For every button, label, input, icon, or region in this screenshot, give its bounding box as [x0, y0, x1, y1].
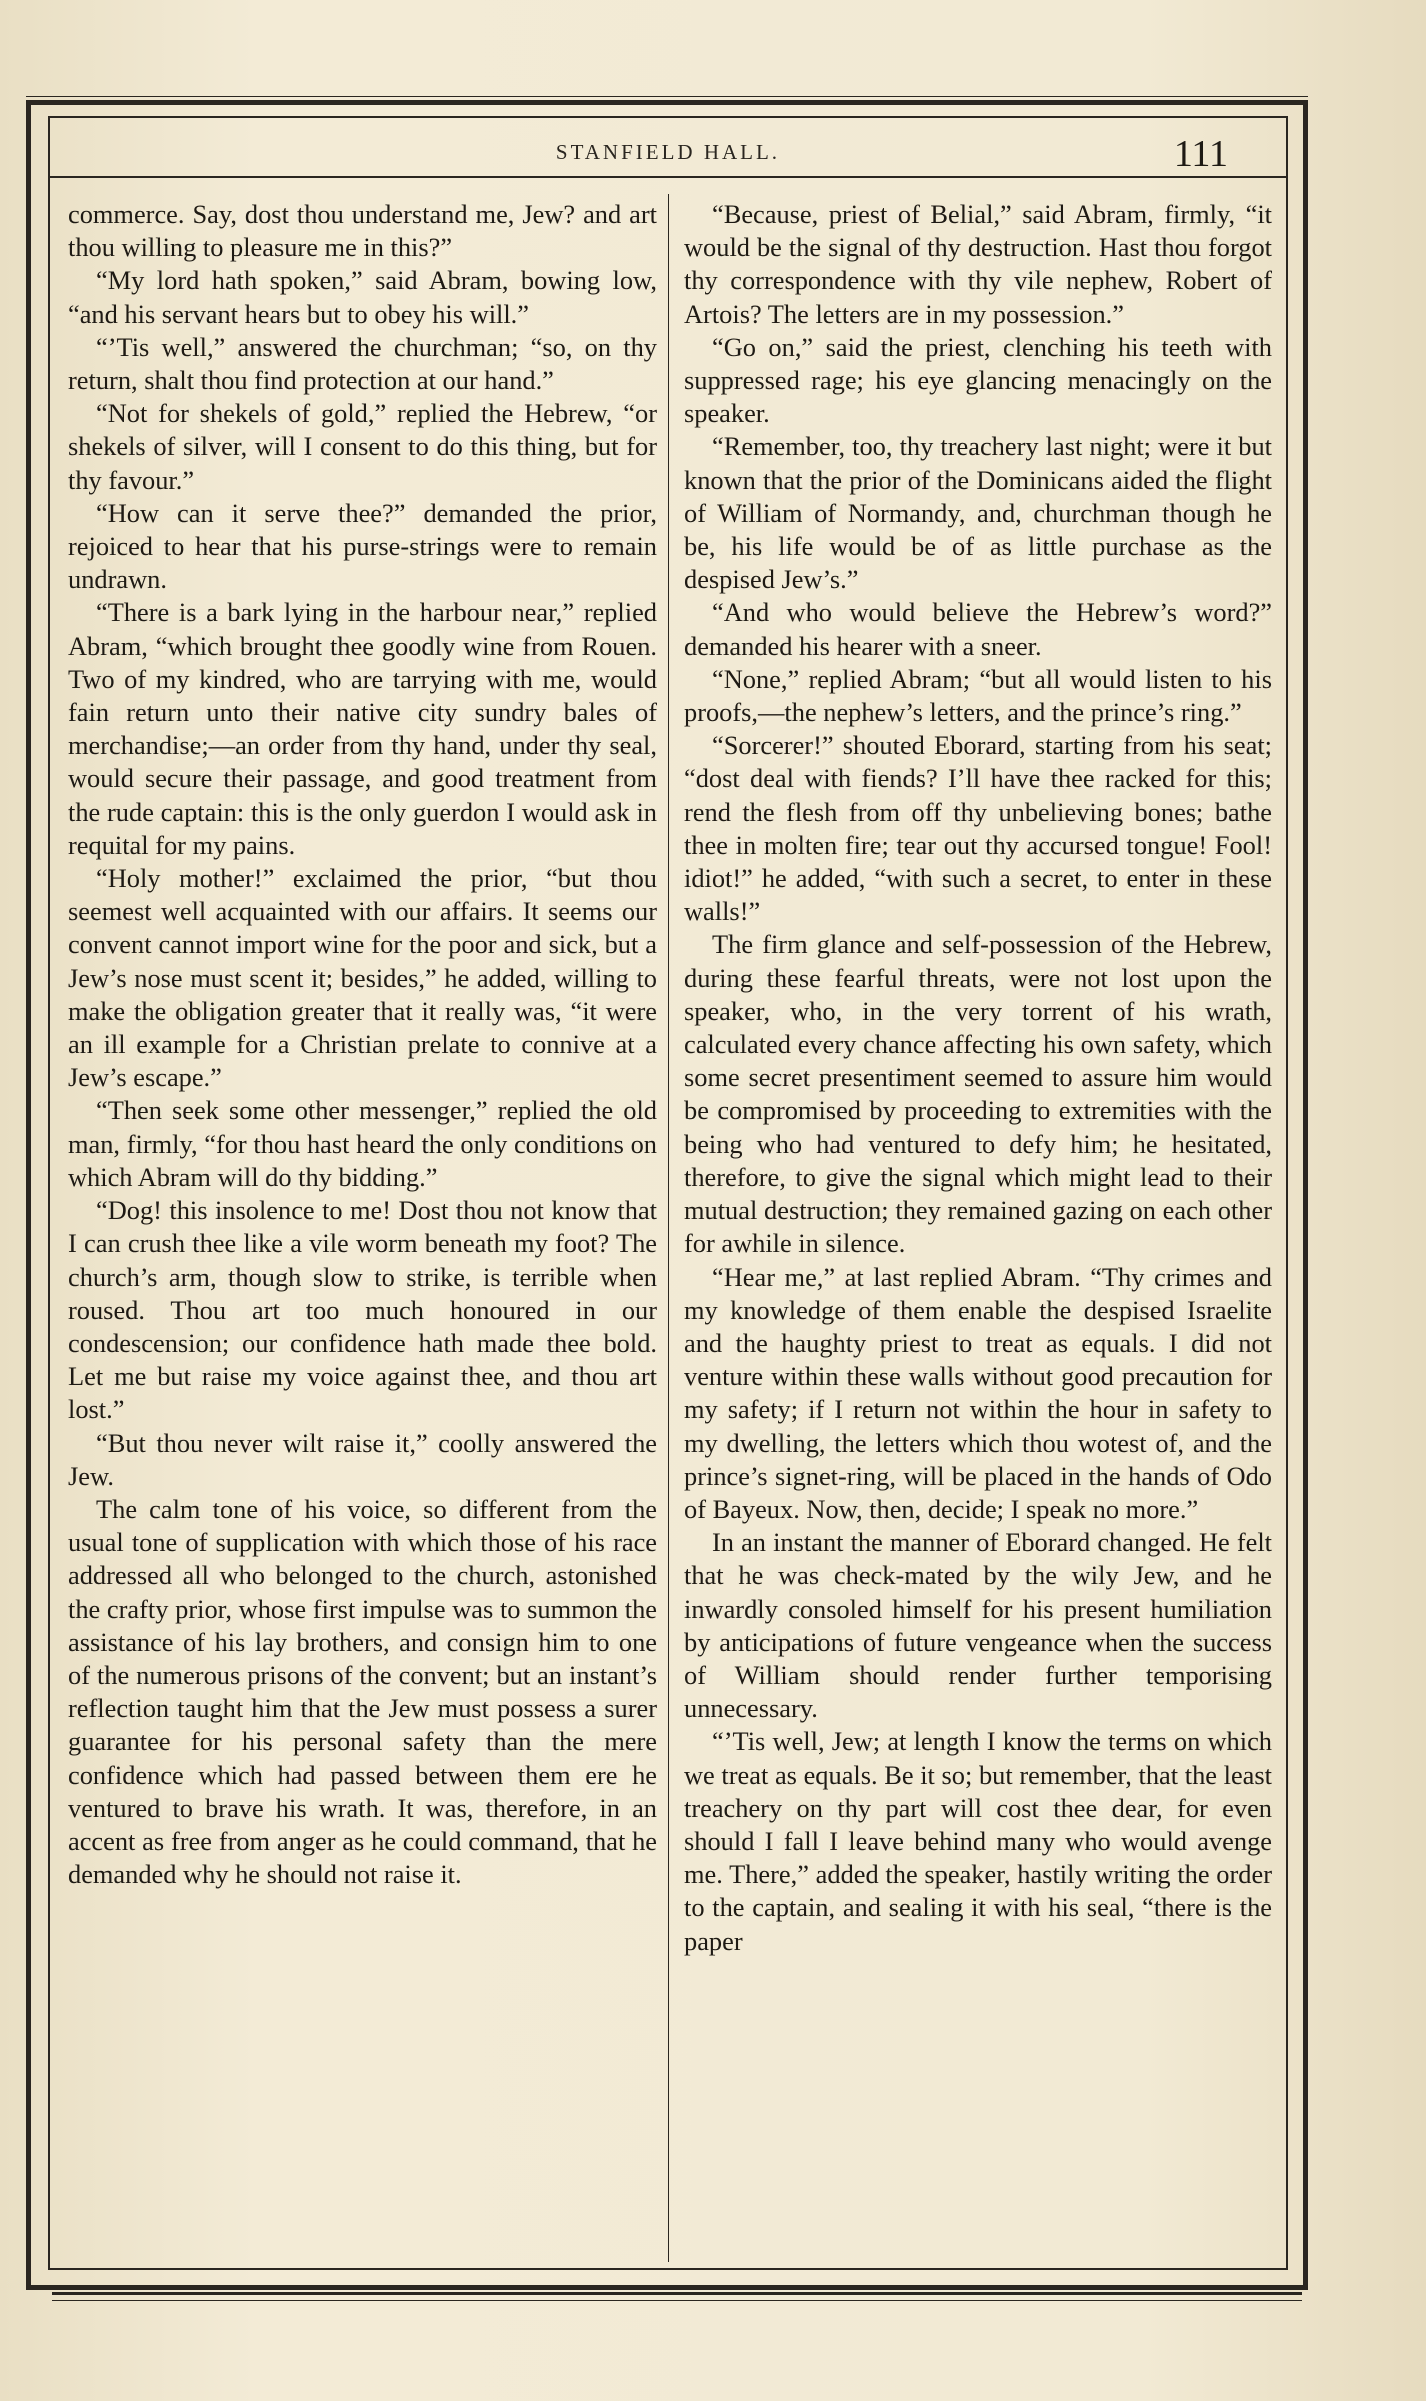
column-divider — [668, 194, 669, 2262]
paragraph: “Holy mother!” exclaimed the prior, “but thou seemest well acquainted with our affairs. It seems our convent cannot import wine for the poor and sick, but a Jew’s nose must scent it; besides,” he added, willing to make the obligation greater that it really was, “it were an ill example for a Christian prelate to connive at a Jew’s escape.” — [68, 863, 657, 1093]
running-title: STANFIELD HALL. — [555, 140, 781, 164]
paragraph: The firm glance and self-possession of the Hebrew, during these fearful threats, were not lost upon the speaker, who, in the very torrent of his wrath, calculated every chance affecting his own safety, which some secret presentiment seemed to assure him would be compromised by proceeding to extremities with the being who had ventured to defy him; he hesitated, therefore, to give the signal which might lead to their mutual destruction; they remained gazing on each other for awhile in silence. — [684, 929, 1272, 1259]
bottom-border-rule — [52, 2292, 1302, 2295]
paragraph: “My lord hath spoken,” said Abram, bowing low, “and his servant hears but to obey his will.” — [68, 265, 657, 329]
left-column — [68, 198, 657, 2266]
paragraph: “’Tis well,” answered the churchman; “so, on thy return, shalt thou find protection at our hand.” — [68, 331, 657, 396]
paragraph: “But thou never wilt raise it,” coolly answered the Jew. — [68, 1427, 657, 1491]
paragraph: “Hear me,” at last replied Abram. “Thy crimes and my knowledge of them enable the despised Israelite and the haughty priest to treat as equals. I did not venture within these walls without good precaution for my safety; if I return not within the hour in safety to my dwelling, the letters which thou wotest of, and the prince’s signet-ring, will be placed in the hands of Odo of Bayeux. Now, then, decide; I speak no more.” — [684, 1261, 1272, 1524]
paragraph: “How can it serve thee?” demanded the prior, rejoiced to hear that his purse-strings were to remain undrawn. — [68, 497, 657, 595]
right-column — [684, 198, 1272, 2266]
paragraph: “There is a bark lying in the harbour near,” replied Abram, “which brought thee goodly wine from Rouen. Two of my kindred, who are tarrying with me, would fain return unto their native city sundry bales of merchandise;—an order from thy hand, under thy seal, would secure their passage, and good treatment from the rude captain: this is the only guerdon I would ask in requital for my pains. — [68, 597, 657, 860]
top-border-rule — [26, 96, 1308, 97]
paragraph: “Dog! this insolence to me! Dost thou not know that I can crush thee like a vile worm beneath my foot? The church’s arm, though slow to strike, is terrible when roused. Thou art too much honoured in our condescension; our confidence hath made thee bold. Let me but raise my voice against thee, and thou art lost.” — [68, 1195, 657, 1425]
page-number: 111 — [1173, 133, 1228, 175]
running-head — [48, 133, 1288, 175]
paragraph: The calm tone of his voice, so different from the usual tone of supplication with which those of his race addressed all who belonged to the church, astonished the crafty prior, whose first impulse was to summon the assistance of his lay brothers, and consign him to one of the numerous prisons of the convent; but an instant’s reflection taught him that the Jew must possess a surer guarantee for his personal safety than the mere confidence which had passed between them ere he ventured to brave his wrath. It was, therefore, in an accent as free from anger as he could command, that he demanded why he should not raise it. — [68, 1493, 657, 1890]
header-rule — [48, 176, 1288, 178]
paragraph: “Then seek some other messenger,” replied the old man, firmly, “for thou hast heard the only conditions on which Abram will do thy bidding.” — [68, 1095, 657, 1192]
paragraph: “Remember, too, thy treachery last night; were it but known that the prior of the Dominicans aided the flight of William of Normandy, and, churchman though he be, his life would be of as little purchase as the despised Jew’s.” — [684, 431, 1272, 595]
bottom-border-rule-thin — [52, 2300, 1302, 2301]
paragraph: commerce. Say, dost thou understand me, Jew? and art thou willing to pleasure me in this?” — [68, 199, 657, 263]
paragraph: “And who would believe the Hebrew’s word?” demanded his hearer with a sneer. — [684, 597, 1272, 661]
paragraph: “Go on,” said the priest, clenching his teeth with suppressed rage; his eye glancing menacingly on the speaker. — [684, 331, 1272, 429]
paragraph: “Sorcerer!” shouted Eborard, starting from his seat; “dost deal with fiends? I’ll have thee racked for this; rend the flesh from off thy unbelieving bones; bathe thee in molten fire; tear out thy accursed tongue! Fool! idiot!” he added, “with such a secret, to enter in these walls!” — [684, 730, 1272, 927]
paragraph: In an instant the manner of Eborard changed. He felt that he was check-mated by the wily Jew, and he inwardly consoled himself for his present humiliation by anticipations of future vengeance when the success of William should render further temporising unnecessary. — [684, 1527, 1272, 1724]
paragraph: “Not for shekels of gold,” replied the Hebrew, “or shekels of silver, will I consent to do this thing, but for thy favour.” — [68, 398, 657, 495]
paragraph: “None,” replied Abram; “but all would listen to his proofs,—the nephew’s letters, and the prince’s ring.” — [684, 663, 1272, 728]
paragraph: “Because, priest of Belial,” said Abram, firmly, “it would be the signal of thy destruction. Hast thou forgot thy correspondence with thy vile nephew, Robert of Artois? The letters are in my possession.” — [684, 199, 1272, 329]
paragraph: “’Tis well, Jew; at length I know the terms on which we treat as equals. Be it so; but remember, that the least treachery on thy part will cost thee dear, for even should I fall I leave behind many who would avenge me. There,” added the speaker, hastily writing the order to the captain, and sealing it with his seal, “there is the paper — [684, 1726, 1272, 1956]
